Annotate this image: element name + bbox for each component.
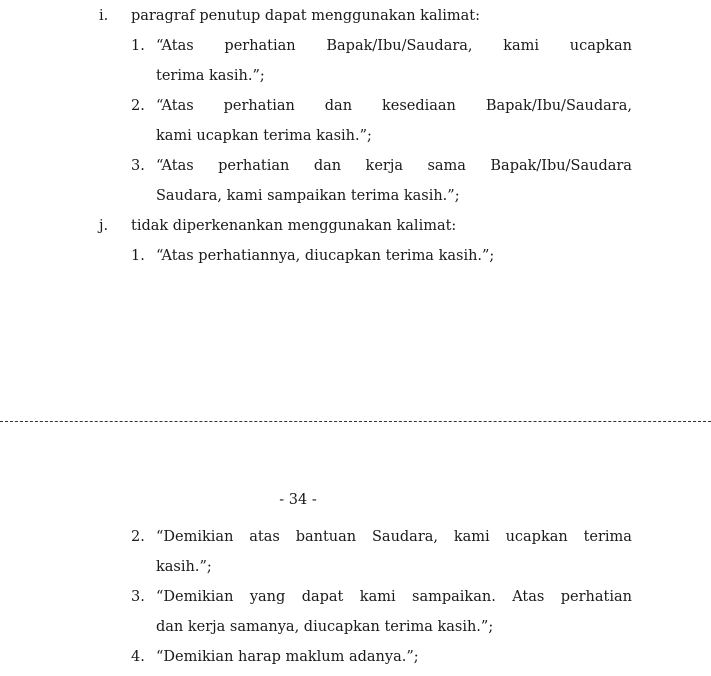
word: Bapak/Ibu/Saudara, [326,38,473,54]
word: Atas [512,589,545,605]
section-i-intro: paragraf penutup dapat menggunakan kalimat: [131,8,480,24]
word: ucapkan [569,38,632,54]
list-item-line [156,587,632,607]
list-number: 2. [131,98,145,114]
list-number: 1. [131,248,145,264]
word: kami [503,38,540,54]
word: perhatian [223,98,295,114]
list-item-line: dan kerja samanya, diucapkan terima kasih.”; [156,619,494,635]
word: kerja [365,158,403,174]
word: Bapak/Ibu/Saudara, [485,98,632,114]
word: perhatian [224,38,296,54]
word: sama [427,158,466,174]
word: kami [453,529,490,545]
list-item-line: kami ucapkan terima kasih.”; [156,128,372,144]
list-number: 4. [131,649,145,665]
list-marker-j: j. [99,218,109,234]
word: terima [583,529,632,545]
list-item-line [156,96,632,116]
word: atas [249,529,280,545]
page-number: - 34 - [279,492,317,508]
list-item-line [156,36,632,56]
list-item-line: kasih.”; [156,559,212,575]
list-item-line: Saudara, kami sampaikan terima kasih.”; [156,188,460,204]
list-item-line: “Demikian harap maklum adanya.”; [156,649,419,665]
word: perhatian [560,589,632,605]
list-item-line: “Atas perhatiannya, diucapkan terima kasih.”; [156,248,495,264]
word: dapat [301,589,344,605]
word: kami [359,589,396,605]
list-marker-i: i. [99,8,109,24]
word: kesediaan [381,98,456,114]
word: bantuan [295,529,357,545]
list-number: 2. [131,529,145,545]
word: sampaikan. [412,589,496,605]
word: Bapak/Ibu/Saudara [490,158,632,174]
word: “Atas [156,38,194,54]
word: “Demikian [156,529,234,545]
word: “Demikian [156,589,234,605]
word: ucapkan [505,529,568,545]
list-number: 1. [131,38,145,54]
word: yang [249,589,286,605]
list-number: 3. [131,589,145,605]
word: dan [324,98,353,114]
list-item-line [156,156,632,176]
word: Saudara, [371,529,439,545]
section-j-intro: tidak diperkenankan menggunakan kalimat: [131,218,457,234]
list-item-line: terima kasih.”; [156,68,265,84]
word: “Atas [156,158,194,174]
word: “Atas [156,98,194,114]
word: perhatian [218,158,290,174]
list-item-line [156,527,632,547]
word: dan [313,158,342,174]
list-number: 3. [131,158,145,174]
page-break-divider [0,421,711,422]
